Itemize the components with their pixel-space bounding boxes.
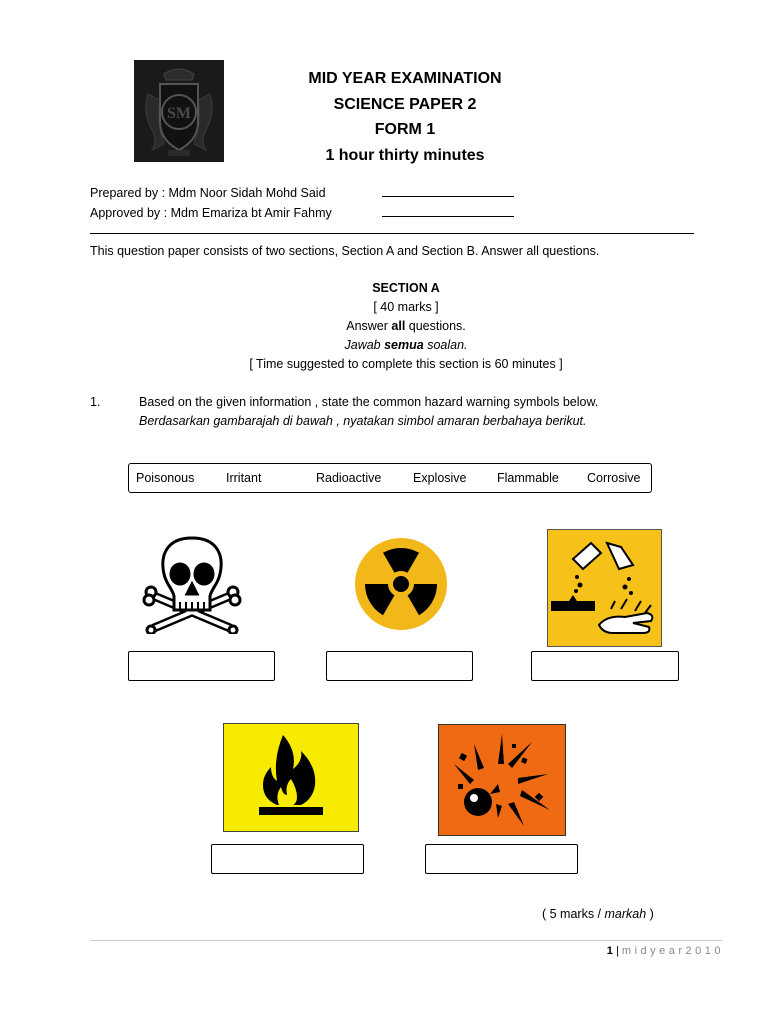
title-line-3: FORM 1 <box>374 121 436 138</box>
answer-box-1[interactable] <box>128 651 275 681</box>
explosive-icon <box>438 724 566 836</box>
title-line-4: 1 hour thirty minutes <box>325 146 485 164</box>
option-radioactive: Radioactive <box>316 471 382 485</box>
section-marks: [ 40 marks ] <box>373 300 439 314</box>
answer-instruction: Answer all questions. <box>346 319 466 333</box>
skull-crossbones-icon <box>142 534 242 634</box>
footer: 1 | midyear2010 <box>606 945 724 957</box>
approved-by: Approved by : Mdm Emariza bt Amir Fahmy <box>90 206 332 220</box>
flammable-icon <box>223 723 359 832</box>
page-number: 1 <box>606 945 613 957</box>
option-explosive: Explosive <box>413 471 467 485</box>
option-corrosive: Corrosive <box>587 471 641 485</box>
option-flammable: Flammable <box>497 471 559 485</box>
answer-options-box <box>128 463 652 493</box>
exam-title <box>240 66 570 168</box>
prepared-signature-line <box>382 196 514 197</box>
prepared-by: Prepared by : Mdm Noor Sidah Mohd Said <box>90 186 326 200</box>
section-title: SECTION A <box>372 281 440 295</box>
answer-box-5[interactable] <box>425 844 578 874</box>
time-suggested: [ Time suggested to complete this section is 60 minutes ] <box>249 357 563 371</box>
corrosive-icon <box>547 529 662 647</box>
question-number: 1. <box>90 395 101 409</box>
answer-instruction-malay: Jawab semua soalan. <box>344 338 468 352</box>
answer-box-2[interactable] <box>326 651 473 681</box>
title-line-2: SCIENCE PAPER 2 <box>333 95 477 113</box>
radioactive-icon <box>353 536 449 632</box>
option-irritant: Irritant <box>226 471 262 485</box>
question-text-malay: Berdasarkan gambarajah di bawah , nyatakan simbol amaran berbahaya berikut. <box>139 414 587 428</box>
intro-text: This question paper consists of two sections, Section A and Section B. Answer all questions. <box>90 244 600 258</box>
question-text: Based on the given information , state the common hazard warning symbols below. <box>139 395 599 409</box>
logo-text: SM <box>167 105 191 122</box>
title-line-1: MID YEAR EXAMINATION <box>308 70 502 87</box>
option-poisonous: Poisonous <box>136 471 195 485</box>
school-logo <box>134 60 224 162</box>
footer-divider <box>90 940 722 941</box>
marks-note: ( 5 marks / markah ) <box>542 907 654 921</box>
answer-box-3[interactable] <box>531 651 679 681</box>
footer-label: midyear2010 <box>621 945 724 957</box>
approved-signature-line <box>382 216 514 217</box>
answer-box-4[interactable] <box>211 844 364 874</box>
divider <box>90 233 694 234</box>
